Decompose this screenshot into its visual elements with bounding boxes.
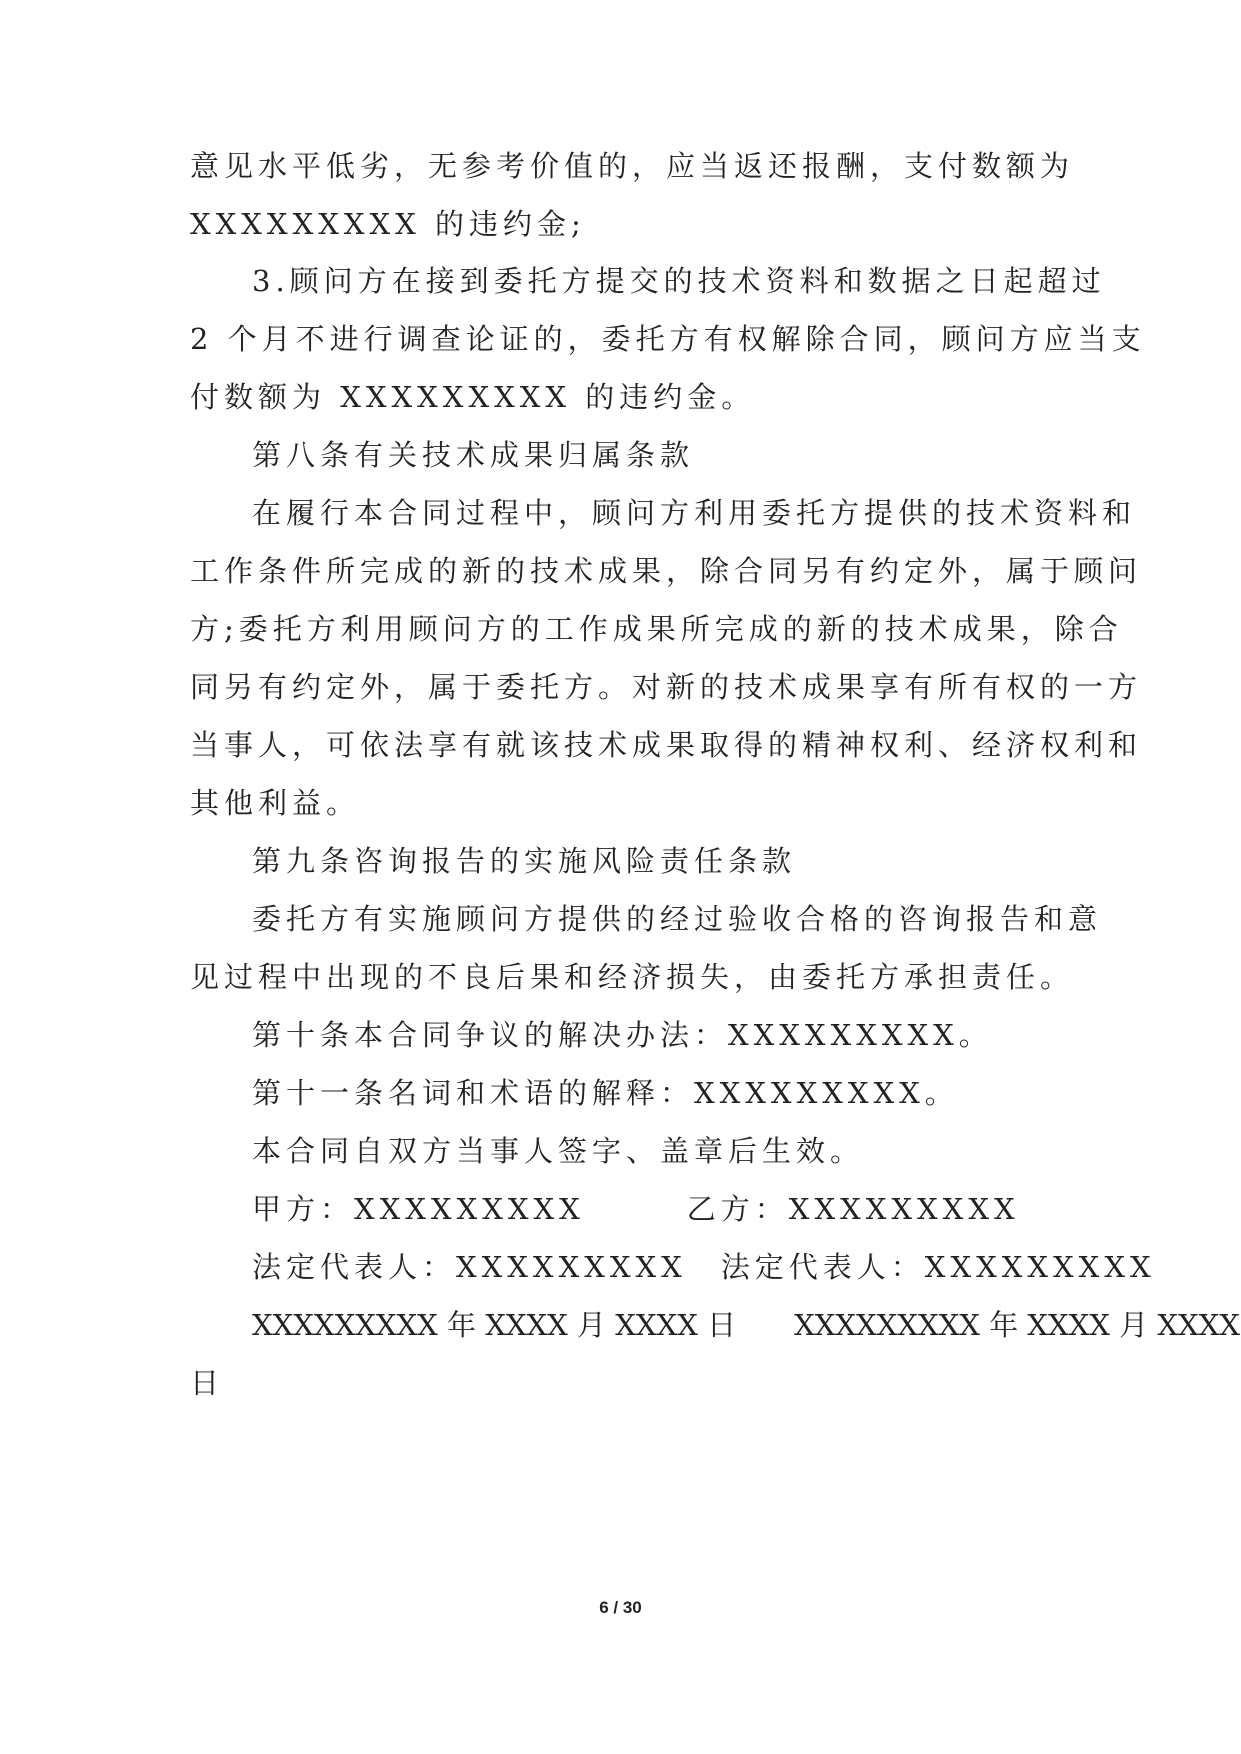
section-heading: 第八条有关技术成果归属条款 — [252, 438, 695, 472]
signature-representative-line: 法定代表人：XXXXXXXXX 法定代表人：XXXXXXXXX — [252, 1250, 1156, 1284]
text-line: 3.顾问方在接到委托方提交的技术资料和数据之日起超过 — [252, 264, 1106, 298]
text-line: 委托方有实施顾问方提供的经过验收合格的咨询报告和意 — [252, 902, 1103, 936]
text-line: 第十条本合同争议的解决办法：XXXXXXXXX。 — [252, 1018, 993, 1052]
text-line: 其他利益。 — [190, 786, 361, 820]
text-line: 在履行本合同过程中，顾问方利用委托方提供的技术资料和 — [252, 496, 1137, 530]
page-number: 6 / 30 — [599, 1598, 642, 1617]
text-line: 同另有约定外，属于委托方。对新的技术成果享有所有权的一方 — [190, 670, 1143, 704]
text-line: 付数额为 XXXXXXXXX 的违约金。 — [190, 380, 756, 414]
text-line: XXXXXXXXX 的违约金; — [190, 207, 586, 241]
section-heading: 第九条咨询报告的实施风险责任条款 — [252, 844, 797, 878]
text-line: 2 个月不进行调查论证的，委托方有权解除合同，顾问方应当支 — [190, 322, 1146, 356]
text-line: 当事人，可依法享有就该技术成果取得的精神权利、经济权利和 — [190, 728, 1143, 762]
text-line: 意见水平低劣，无参考价值的，应当返还报酬，支付数额为 — [190, 149, 1075, 183]
text-line: 第十一条名词和术语的解释：XXXXXXXXX。 — [252, 1076, 959, 1110]
signature-date-line: XXXXXXXXX 年 XXXX 月 XXXX 日 XXXXXXXXX 年 XXXX 月 XXXX — [252, 1308, 1240, 1342]
text-line: 方;委托方利用顾问方的工作成果所完成的新的技术成果，除合 — [190, 612, 1123, 646]
text-line: 本合同自双方当事人签字、盖章后生效。 — [252, 1134, 865, 1168]
signature-party-line: 甲方：XXXXXXXXX 乙方：XXXXXXXXX — [252, 1192, 1020, 1226]
text-line: 日 — [190, 1366, 225, 1400]
text-line: 见过程中出现的不良后果和经济损失，由委托方承担责任。 — [190, 960, 1075, 994]
text-line: 工作条件所完成的新的技术成果，除合同另有约定外，属于顾问 — [190, 554, 1143, 588]
